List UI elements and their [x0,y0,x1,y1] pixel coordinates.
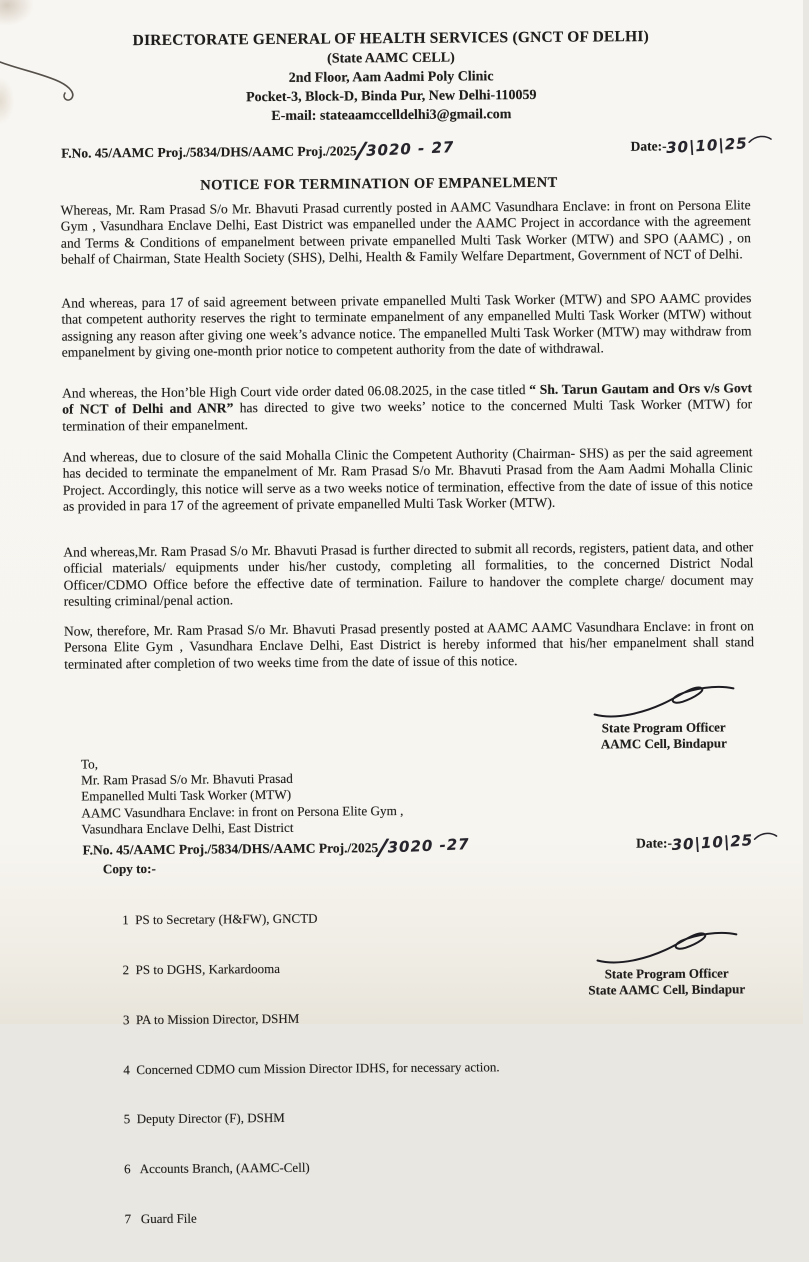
copy-to-item: 3 PA to Mission Director, DSHM [122,1010,300,1027]
paragraph-para17-agreement: And whereas, para 17 of said agreement between private empanelled Multi Task Worker (MTW) and SPO AAMC provides that competent authority reserves the right to terminate empanelment of any empanelled Multi Task Worker (MTW) without assigning any reason after giving one week’s advance notice. The empanelled Multi Task Worker (MTW) may withdraw from empanelment by giving one-month prior notice to competent authority from the date of withdrawal. [61,290,752,360]
file-number-bottom: F.No. 45/AAMC Proj./5834/DHS/AAMC Proj./2025 [82,840,379,858]
signatory-designation-bottom: State Program Officer [604,965,729,982]
org-address-line1: 2nd Floor, Aam Aadmi Poly Clinic [288,69,494,86]
paragraph-high-court-order [62,380,752,435]
addressee-designation: Empanelled Multi Task Worker (MTW) [81,787,292,804]
salutation: To, [80,756,99,772]
signatory-office: AAMC Cell, Bindapur [600,735,727,752]
copy-to-item: 6 Accounts Branch, (AAMC-Cell) [124,1159,310,1177]
handwritten-file-number-bottom: 3020 -27 [387,835,471,857]
addressee-name: Mr. Ram Prasad S/o Mr. Bhavuti Prasad [81,771,293,788]
date-label-bottom: Date:- [635,835,673,851]
paragraph-now-therefore: Now, therefore, Mr. Ram Prasad S/o Mr. Bhavuti Prasad presently posted at AAMC AAMC Vasundhara Enclave: in front on Persona Elite Gym , Vasundhara Enclave Delhi, East District is hereby informed that his/her empanelment shall stand terminated after completion of two weeks time from the date of issue of this notice. [63,618,755,672]
signature-scribble [588,679,738,722]
org-email: E-mail: stateaamccelldelhi3@gmail.com [271,107,512,125]
handwritten-file-number: 3020 - 27 [365,138,455,160]
reference-row-top [61,133,772,165]
addressee-location-line2: Vasundhara Enclave Delhi, East District [81,819,294,837]
copy-to-item: 4 Concerned CDMO cum Mission Director IDHS, for necessary action. [123,1058,500,1077]
copy-to-label: Copy to:- [102,860,156,877]
org-address-line2: Pocket-3, Block-D, Binda Pur, New Delhi-110059 [245,87,537,106]
copy-to-item: 5 Deputy Director (F), DSHM [123,1110,285,1127]
handwritten-slash: / [355,138,367,165]
para3-text-post: has directed to give two weeks’ notice to the concerned Multi Task Worker (MTW) for termination of their empanelment. [62,396,753,434]
para3-text-pre: And whereas, the Hon’ble High Court vide order dated 06.08.2025, in the case titled [61,381,530,401]
paragraph-whereas-posting: Whereas, Mr. Ram Prasad S/o Mr. Bhavuti Prasad currently posted in AAMC Vasundhara Enclave: in front on Persona Elite Gym , Vasundhara Enclave Delhi, East District was empanelled under the AAMC Project in accordance with the agreement and Terms & Conditions of empanelment between private empanelled Multi Task Worker (MTW) and SPO (AAMC) , on behalf of Chairman, State Health Society (SHS), Delhi, Health & Family Welfare Department, Government of NCT of Delhi. [60,197,751,267]
signature-scribble-bottom [591,925,741,968]
pen-flourish [748,134,772,144]
org-name: DIRECTORATE GENERAL OF HEALTH SERVICES (GNCT OF DELHI) [132,28,649,50]
signature-block-top [558,679,769,753]
document-title: NOTICE FOR TERMINATION OF EMPANELMENT [200,174,558,194]
pen-flourish-bottom [754,831,778,841]
date-label: Date:- [630,138,667,154]
signature-block-bottom [556,925,777,999]
org-cell: (State AAMC CELL) [327,50,455,67]
date-block-bottom [636,831,778,852]
copy-to-item: 7 Guard File [124,1210,197,1227]
paragraph-handover-direction: And whereas,Mr. Ram Prasad S/o Mr. Bhavuti Prasad is further directed to submit all records, registers, patient data, and other official materials/ equipments under his/her custody, completing all formalities, to the concerned District Nodal Officer/CDMO Office before the effective date of termination. Failure to handover the complete charge/ document may resulting criminal/penal action. [63,539,754,609]
file-number: F.No. 45/AAMC Proj./5834/DHS/AAMC Proj./2025 [61,143,357,161]
date-block-top [630,134,772,155]
copy-to-item: 1 PS to Secretary (H&FW), GNCTD [122,910,318,928]
handwritten-date-bottom: 30|10|25 [671,830,755,854]
copy-to-item: 2 PS to DGHS, Karkardooma [122,960,281,978]
letterhead [0,27,786,127]
addressee-location-line1: AAMC Vasundhara Enclave: in front on Persona Elite Gym , [81,802,404,821]
paragraph-termination-decision: And whereas, due to closure of the said Mohalla Clinic the Competent Authority (Chairman- SHS) as per the said agreement has decided to terminate the empanelment of Mr. Ram Prasad S/o Mr. Bhavuti Prasad from the Aam Aadmi Mohalla Clinic Project. Accordingly, this notice will serve as a two weeks notice of termination, effective from the date of issue of this notice as provided in para 17 of the agreement of private empanelled Multi Task Worker (MTW). [62,444,753,514]
case-title: “ Sh. Tarun Gautam and Ors v/s Govt of NCT of Delhi and ANR” [62,380,753,418]
copy-to-list [122,876,501,1261]
handwritten-slash-bottom: / [377,834,389,862]
signatory-office-bottom: State AAMC Cell, Bindapur [588,981,746,998]
handwritten-date: 30|10|25 [666,133,749,157]
signatory-designation: State Program Officer [601,719,726,736]
addressee-block [81,754,404,838]
reference-row-bottom [82,830,778,862]
